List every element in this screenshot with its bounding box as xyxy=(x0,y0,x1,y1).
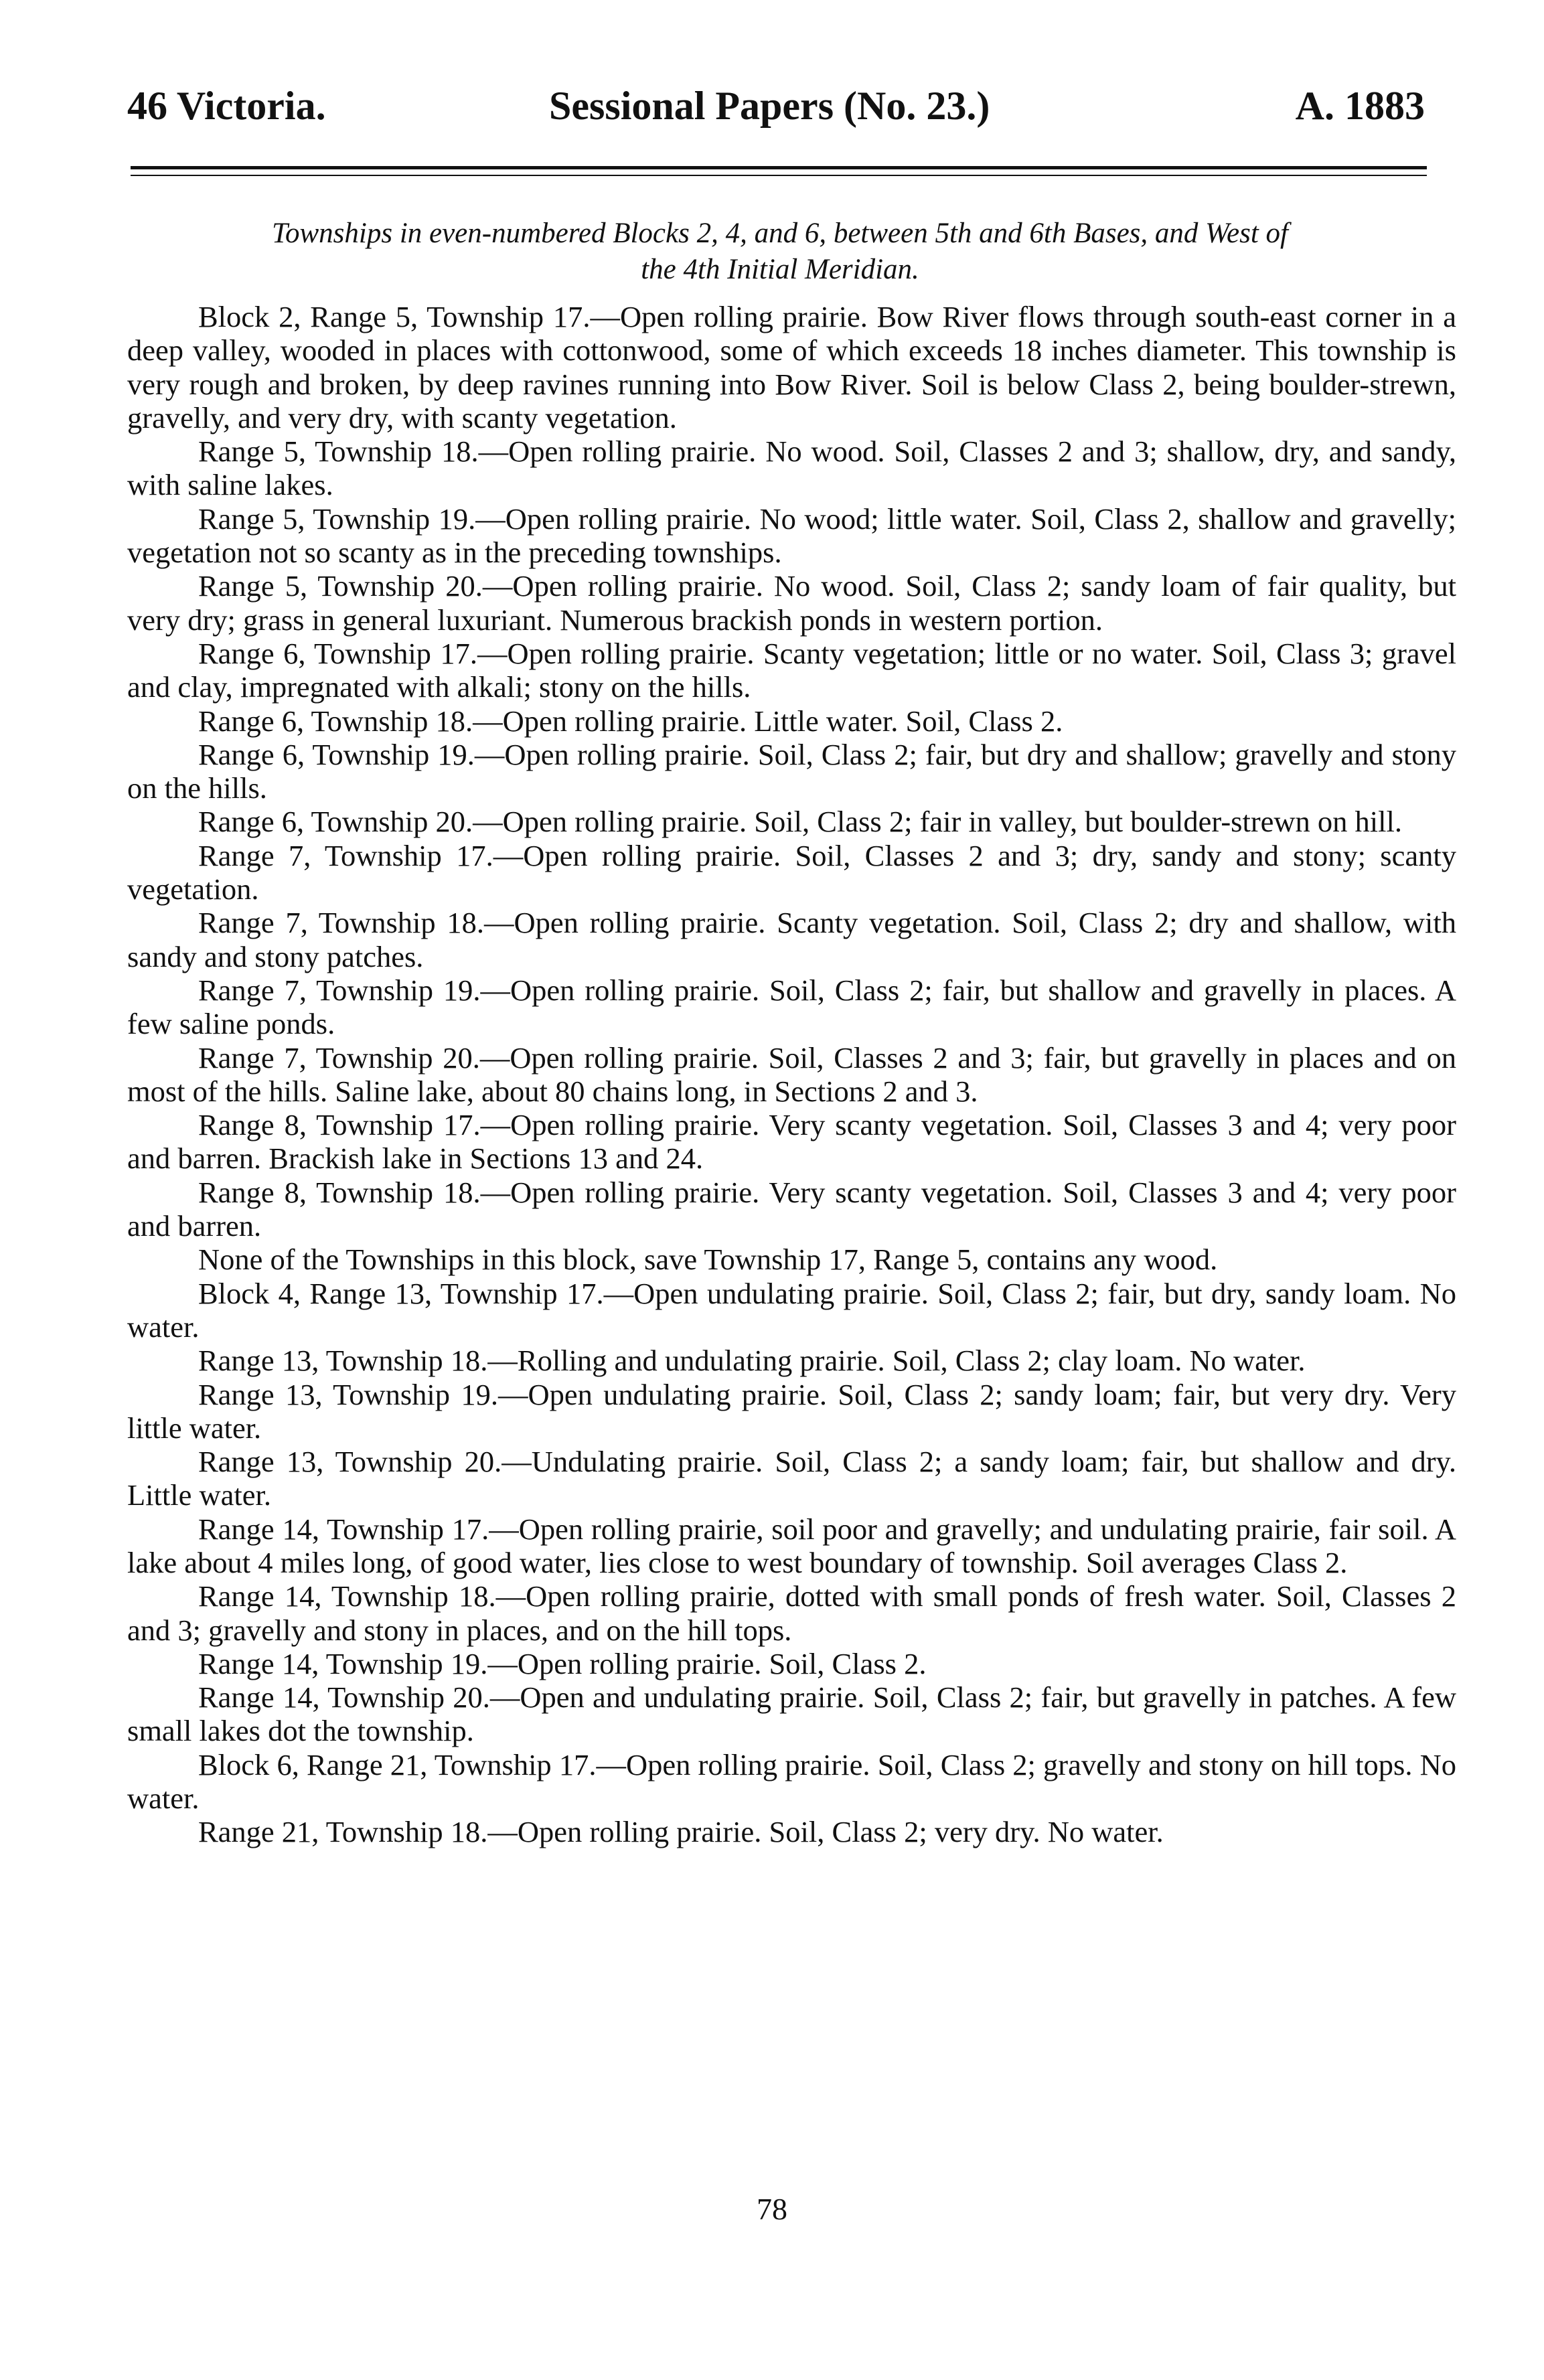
paragraph: Range 7, Township 19.—Open rolling prairie. Soil, Class 2; fair, but shallow and gravelly in places. A few saline ponds. xyxy=(127,973,1456,1041)
section-heading xyxy=(127,216,1433,288)
header-rule-thick xyxy=(131,166,1427,169)
paragraph: Range 6, Township 17.—Open rolling prairie. Scanty vegetation; little or no water. Soil, Class 3; gravel and clay, impregnated with alkali; stony on the hills. xyxy=(127,636,1456,704)
paragraph: Range 13, Township 20.—Undulating prairie. Soil, Class 2; a sandy loam; fair, but shallow and dry. Little water. xyxy=(127,1445,1456,1512)
header-year: A. 1883 xyxy=(1295,84,1425,128)
paragraph: Block 6, Range 21, Township 17.—Open rolling prairie. Soil, Class 2; gravelly and stony on hill tops. No water. xyxy=(127,1747,1456,1816)
paragraph: Range 8, Township 17.—Open rolling prairie. Very scanty vegetation. Soil, Classes 3 and 4; very poor and barren. Brackish lake in Sections 13 and 24. xyxy=(127,1108,1456,1176)
paragraph: Range 14, Township 20.—Open and undulating prairie. Soil, Class 2; fair, but gravelly in patches. A few small lakes dot the township. xyxy=(127,1680,1456,1748)
paragraph: Range 13, Township 18.—Rolling and undulating prairie. Soil, Class 2; clay loam. No water. xyxy=(198,1344,1306,1378)
paragraph: Range 21, Township 18.—Open rolling prairie. Soil, Class 2; very dry. No water. xyxy=(198,1815,1164,1849)
paragraph: Range 14, Township 17.—Open rolling prairie, soil poor and gravelly; and undulating prairie, fair soil. A lake about 4 miles long, of good water, lies close to west boundary of township. Soil averages Class 2. xyxy=(127,1512,1456,1579)
paragraph: Block 2, Range 5, Township 17.—Open rolling prairie. Bow River flows through south-east corner in a deep valley, wooded in places with cottonwood, some of which exceeds 18 inches diameter. This township is very rough and broken, by deep ravines running into Bow River. Soil is below Class 2, being boulder-strewn, gravelly, and very dry, with scanty vegetation. xyxy=(127,300,1456,434)
section-heading-line-1: Townships in even-numbered Blocks 2, 4, and 6, between 5th and 6th Bases, and West of xyxy=(272,218,1288,249)
paragraph: Range 14, Township 18.—Open rolling prairie, dotted with small ponds of fresh water. Soil, Classes 2 and 3; gravelly and stony in places, and on the hill tops. xyxy=(127,1579,1456,1647)
paragraph: Range 14, Township 19.—Open rolling prairie. Soil, Class 2. xyxy=(198,1646,927,1680)
paragraph: Block 4, Range 13, Township 17.—Open undulating prairie. Soil, Class 2; fair, but dry, sandy loam. No water. xyxy=(127,1276,1456,1344)
paragraph: Range 5, Township 19.—Open rolling prairie. No wood; little water. Soil, Class 2, shallow and gravelly; vegetation not so scanty as in the preceding townships. xyxy=(127,501,1456,570)
section-heading-line-2: the 4th Initial Meridian. xyxy=(641,254,919,285)
running-head xyxy=(127,79,1425,133)
header-title: Sessional Papers (No. 23.) xyxy=(549,84,990,128)
paragraph: Range 8, Township 18.—Open rolling prairie. Very scanty vegetation. Soil, Classes 3 and 4; very poor and barren. xyxy=(127,1175,1456,1243)
body-text xyxy=(127,300,1456,1849)
paragraph: Range 6, Township 19.—Open rolling prairie. Soil, Class 2; fair, but dry and shallow; gravelly and stony on the hills. xyxy=(127,737,1456,805)
paragraph: None of the Townships in this block, save Township 17, Range 5, contains any wood. xyxy=(198,1243,1218,1277)
paragraph: Range 6, Township 18.—Open rolling prairie. Little water. Soil, Class 2. xyxy=(198,704,1063,738)
page-number: 78 xyxy=(757,2192,787,2226)
paragraph: Range 13, Township 19.—Open undulating prairie. Soil, Class 2; sandy loam; fair, but very dry. Very little water. xyxy=(127,1377,1456,1445)
paragraph: Range 7, Township 20.—Open rolling prairie. Soil, Classes 2 and 3; fair, but gravelly in places and on most of the hills. Saline lake, about 80 chains long, in Sections 2 and 3. xyxy=(127,1040,1456,1108)
paragraph: Range 7, Township 18.—Open rolling prairie. Scanty vegetation. Soil, Class 2; dry and shallow, with sandy and stony patches. xyxy=(127,906,1456,973)
header-volume: 46 Victoria. xyxy=(127,84,326,128)
paragraph: Range 7, Township 17.—Open rolling prairie. Soil, Classes 2 and 3; dry, sandy and stony; scanty vegetation. xyxy=(127,838,1456,906)
paragraph: Range 5, Township 18.—Open rolling prairie. No wood. Soil, Classes 2 and 3; shallow, dry, and sandy, with saline lakes. xyxy=(127,434,1456,502)
header-rule-thin xyxy=(131,175,1427,176)
paragraph: Range 6, Township 20.—Open rolling prairie. Soil, Class 2; fair in valley, but boulder-strewn on hill. xyxy=(198,805,1402,839)
paragraph: Range 5, Township 20.—Open rolling prairie. No wood. Soil, Class 2; sandy loam of fair quality, but very dry; grass in general luxuriant. Numerous brackish ponds in western portion. xyxy=(127,569,1456,637)
